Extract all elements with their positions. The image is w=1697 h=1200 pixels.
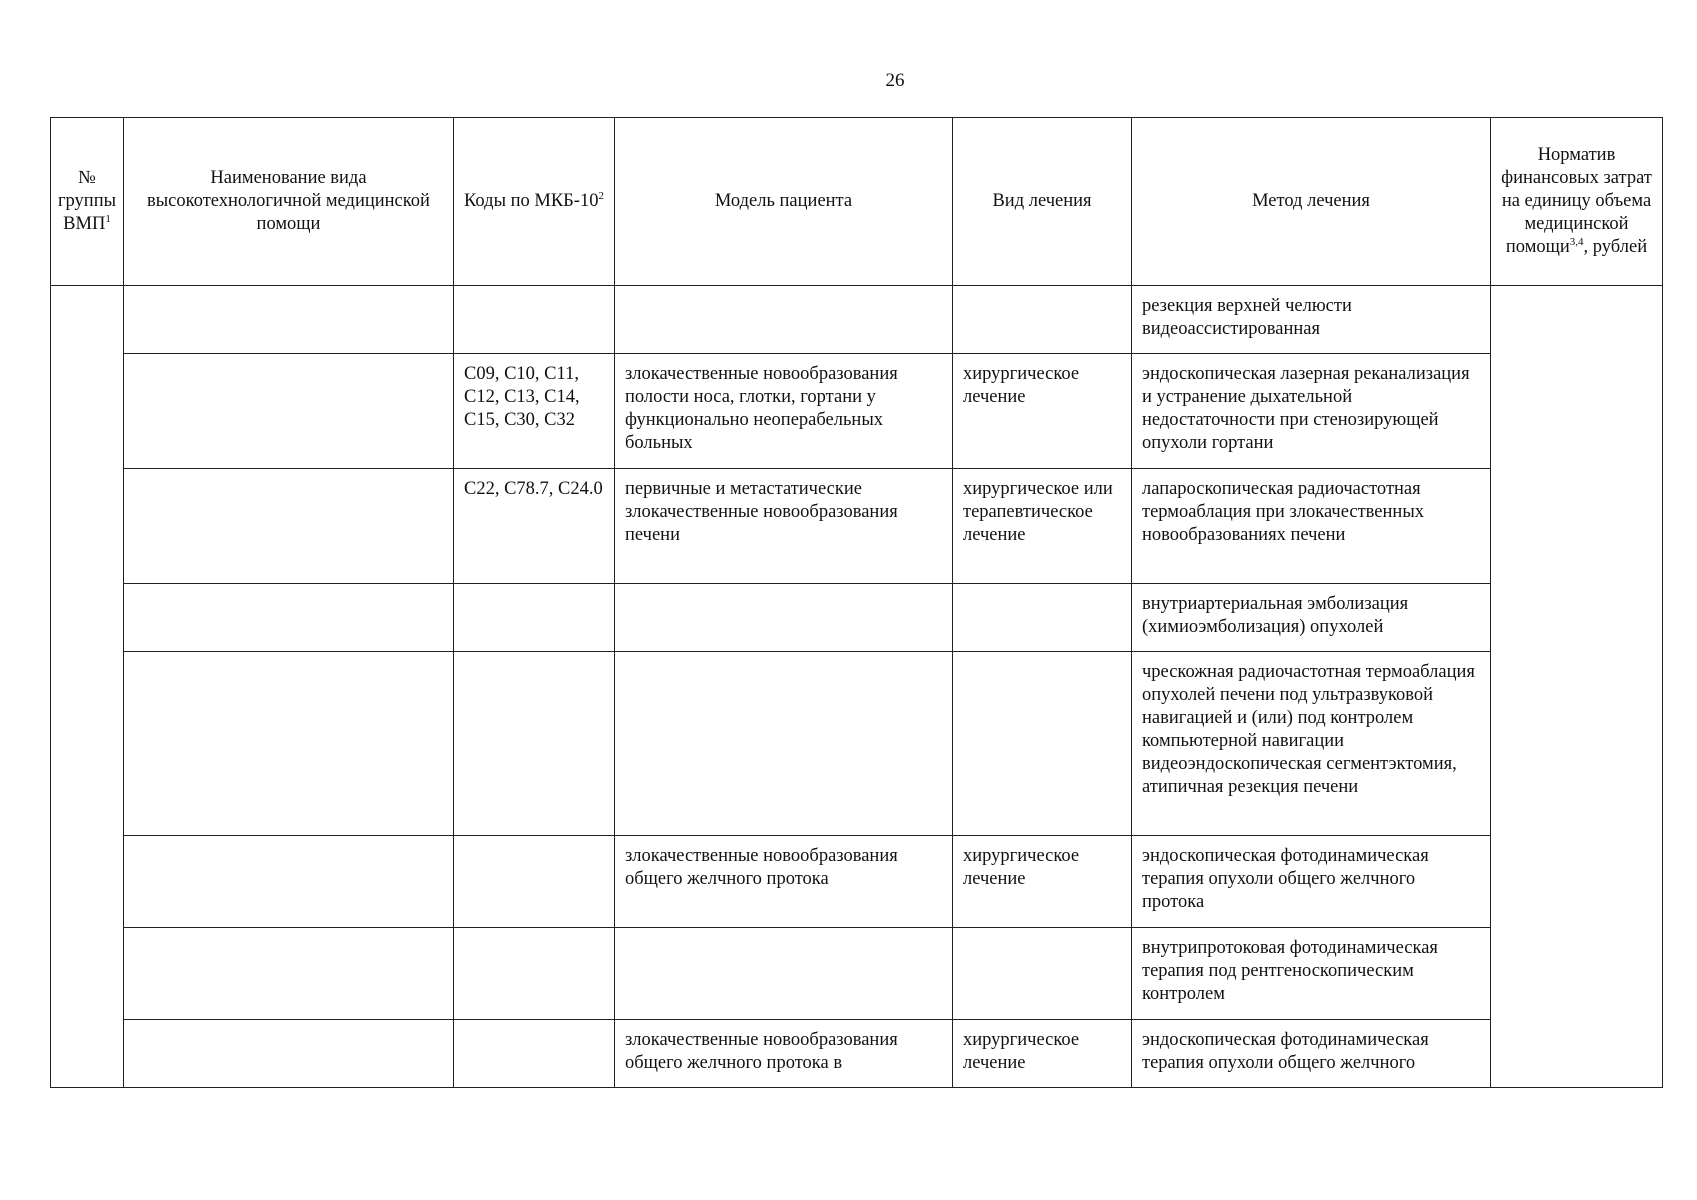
patient-model-cell	[615, 928, 953, 1020]
name-cell	[124, 1020, 454, 1088]
table-row	[51, 652, 1663, 836]
table-header-row	[51, 118, 1663, 286]
header-name: Наименование вида высокотехнологичной медицинской помощи	[124, 118, 454, 286]
treatment-type-cell: хирургическое лечение	[953, 354, 1132, 469]
header-group-no: № группы ВМП$^1$	[51, 118, 124, 286]
patient-model-cell	[615, 286, 953, 354]
icd-codes-cell	[454, 928, 615, 1020]
icd-codes-cell	[454, 286, 615, 354]
table-row	[51, 836, 1663, 928]
treatment-method-cell: эндоскопическая фотодинамическая терапия опухоли общего желчного	[1132, 1020, 1491, 1088]
page-number: 26	[885, 70, 905, 91]
treatment-method-cell: эндоскопическая лазерная реканализация и устранение дыхательной недостаточности при стенозирующей опухоли гортани	[1132, 354, 1491, 469]
patient-model-cell: злокачественные новообразования общего желчного протока	[615, 836, 953, 928]
icd-codes-cell: C22, C78.7, C24.0	[454, 469, 615, 584]
header-patient-model: Модель пациента	[615, 118, 953, 286]
treatment-type-cell	[953, 286, 1132, 354]
header-icd-codes: Коды по МКБ-$10^2$	[454, 118, 615, 286]
treatment-method-cell: чрескожная радиочастотная термоаблация опухолей печени под ультразвуковой навигацией и (или) под контролем компьютерной навигации видеоэндоскопическая сегментэктомия, атипичная резекция печени	[1132, 652, 1491, 836]
icd-codes-cell	[454, 1020, 615, 1088]
treatment-type-cell: хирургическое лечение	[953, 836, 1132, 928]
icd-codes-cell	[454, 652, 615, 836]
group-no-cell	[51, 286, 124, 1088]
patient-model-cell: первичные и метастатические злокачественные новообразования печени	[615, 469, 953, 584]
name-cell	[124, 652, 454, 836]
treatment-method-cell: внутрипротоковая фотодинамическая терапия под рентгеноскопическим контролем	[1132, 928, 1491, 1020]
treatment-method-cell: резекция верхней челюсти видеоассистированная	[1132, 286, 1491, 354]
icd-codes-cell: C09, C10, C11, C12, C13, C14, C15, C30, C32	[454, 354, 615, 469]
treatment-method-cell: лапароскопическая радиочастотная термоаблация при злокачественных новообразованиях печени	[1132, 469, 1491, 584]
table-row	[51, 928, 1663, 1020]
table-row	[51, 286, 1663, 354]
treatment-type-cell: хирургическое или терапевтическое лечение	[953, 469, 1132, 584]
vmp-table	[50, 117, 1663, 1088]
header-cost-standard: Норматив финансовых затрат на единицу объема медицинской помощи$^{3,4}$, рублей	[1491, 118, 1663, 286]
patient-model-cell	[615, 584, 953, 652]
treatment-type-cell: хирургическое лечение	[953, 1020, 1132, 1088]
table-row	[51, 584, 1663, 652]
treatment-method-cell: внутриартериальная эмболизация (химиоэмболизация) опухолей	[1132, 584, 1491, 652]
table-row	[51, 469, 1663, 584]
name-cell	[124, 928, 454, 1020]
name-cell	[124, 836, 454, 928]
patient-model-cell: злокачественные новообразования общего желчного протока в	[615, 1020, 953, 1088]
treatment-method-cell: эндоскопическая фотодинамическая терапия опухоли общего желчного протока	[1132, 836, 1491, 928]
patient-model-cell: злокачественные новообразования полости носа, глотки, гортани у функционально неоперабельных больных	[615, 354, 953, 469]
icd-codes-cell	[454, 836, 615, 928]
treatment-type-cell	[953, 584, 1132, 652]
header-treatment-type: Вид лечения	[953, 118, 1132, 286]
treatment-type-cell	[953, 652, 1132, 836]
name-cell	[124, 354, 454, 469]
name-cell	[124, 584, 454, 652]
table-row	[51, 1020, 1663, 1088]
cost-standard-cell	[1491, 286, 1663, 1088]
treatment-type-cell	[953, 928, 1132, 1020]
patient-model-cell	[615, 652, 953, 836]
table-row	[51, 354, 1663, 469]
name-cell	[124, 469, 454, 584]
header-treatment-method: Метод лечения	[1132, 118, 1491, 286]
name-cell	[124, 286, 454, 354]
icd-codes-cell	[454, 584, 615, 652]
